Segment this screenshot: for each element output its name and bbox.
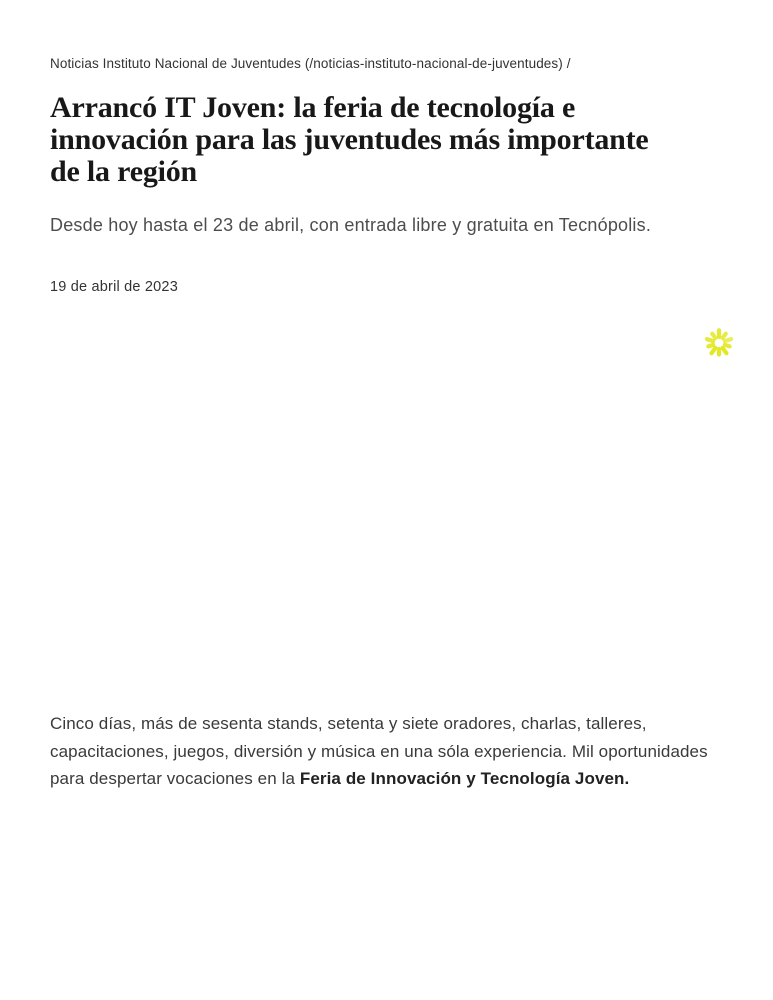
breadcrumb-link-noticias[interactable]: Noticias Instituto Nacional de Juventudes (/noticias-instituto-nacional-de-juventudes) [50,56,563,71]
article-subtitle: Desde hoy hasta el 23 de abril, con entrada libre y gratuita en Tecnópolis. [50,215,652,235]
article-date: 19 de abril de 2023 [50,279,178,295]
breadcrumb-separator: / [562,56,571,71]
body-text-bold: Feria de Innovación y Tecnología Joven. [299,769,630,788]
body-text: Cinco días, más de sesenta stands, setenta y siete oradores, charlas, talleres, capacitaciones, juegos, diversión y música en una sóla experiencia. Mil oportunidades para despertar vocaciones en la [50,714,708,788]
article-image-placeholder [50,296,727,710]
page-title: Arrancó IT Joven: la feria de tecnología e innovación para las juventudes más importante de la región [50,91,649,188]
breadcrumb [50,55,727,72]
article-body-paragraph [50,710,710,793]
loading-spinner-icon [703,327,735,359]
